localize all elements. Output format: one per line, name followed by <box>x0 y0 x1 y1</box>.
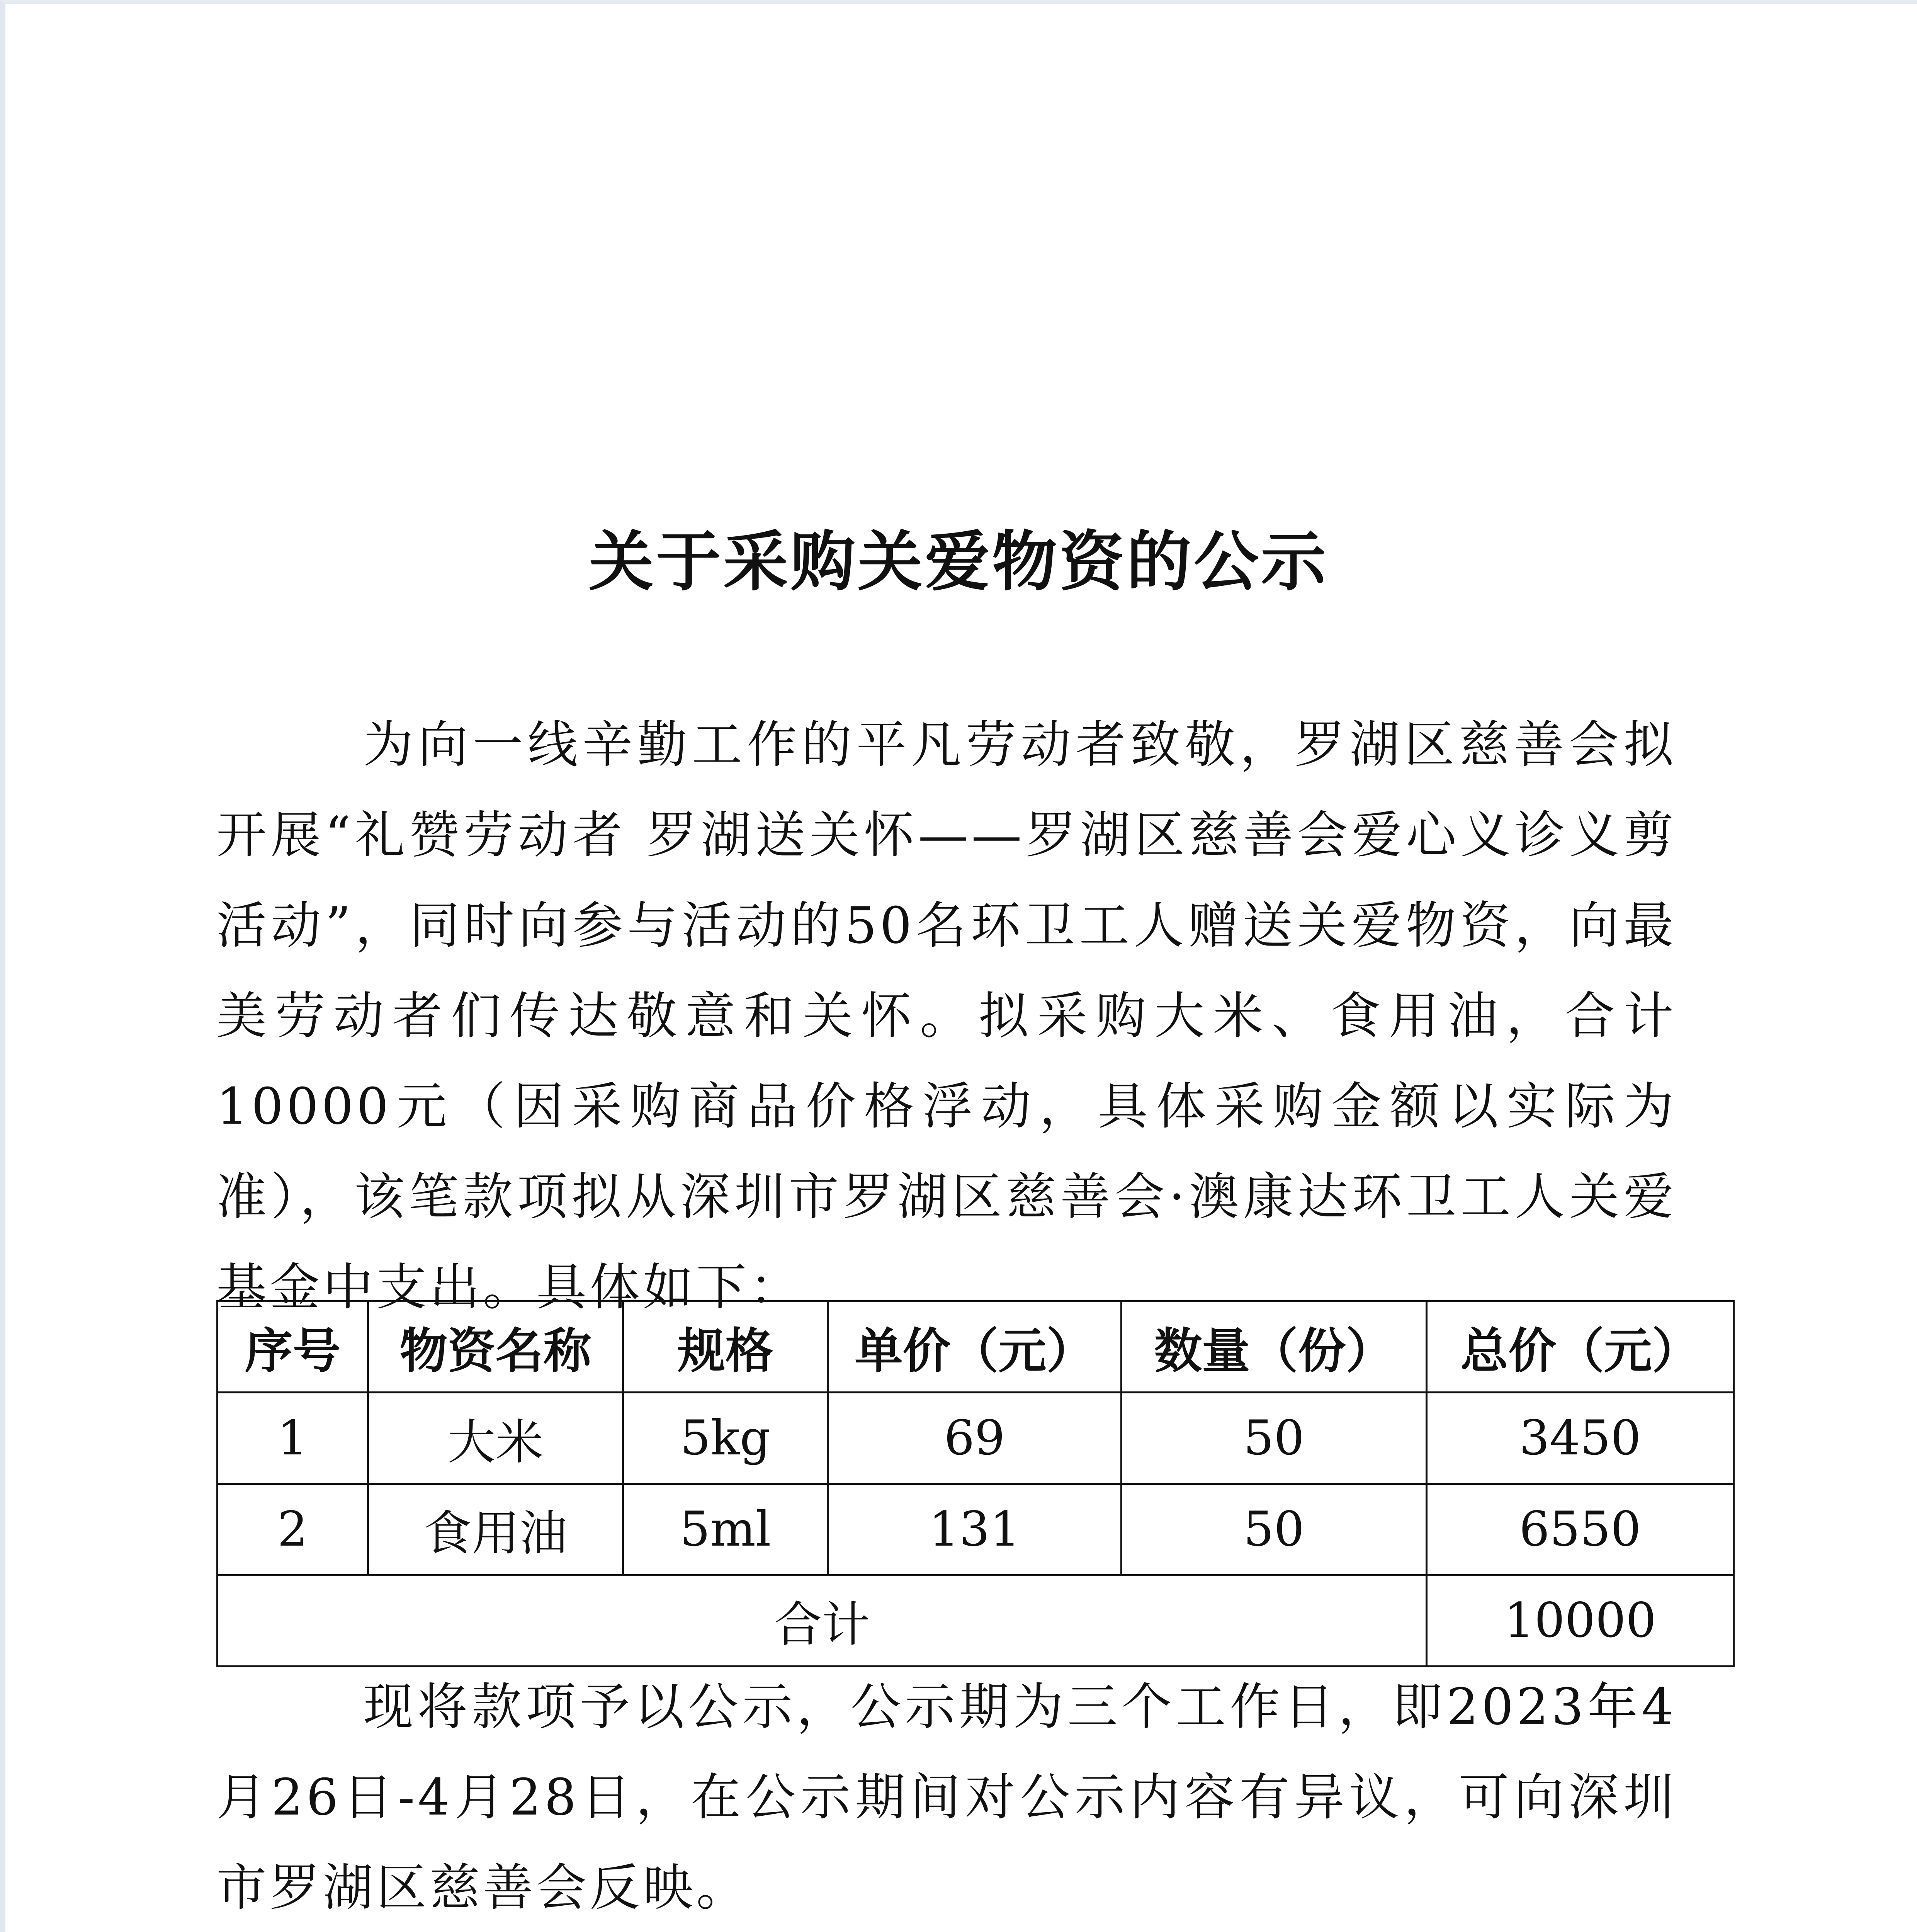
table-cell: 大米 <box>368 1393 623 1484</box>
header-cell: 总价（元） <box>1427 1301 1734 1393</box>
total-value: 10000 <box>1427 1575 1734 1666</box>
contact-line <box>498 1928 1632 1932</box>
table-cell: 131 <box>828 1484 1122 1575</box>
table-row <box>218 1484 1734 1575</box>
table-cell: 69 <box>828 1393 1122 1484</box>
header-cell: 序号 <box>218 1301 368 1393</box>
table-cell: 50 <box>1122 1393 1427 1484</box>
table-cell: 1 <box>218 1393 368 1484</box>
table-cell: 2 <box>218 1484 368 1575</box>
page-title: 关于采购关爱物资的公示 <box>589 523 1328 600</box>
header-cell: 数量（份） <box>1122 1301 1427 1393</box>
header-cell: 单价（元） <box>828 1301 1122 1393</box>
table-header-row <box>218 1301 1734 1393</box>
table-cell: 3450 <box>1427 1393 1734 1484</box>
table-row <box>218 1393 1734 1484</box>
table-cell: 50 <box>1122 1484 1427 1575</box>
table-cell: 5ml <box>623 1484 828 1575</box>
header-cell: 规格 <box>623 1301 828 1393</box>
table-total-row <box>218 1575 1734 1666</box>
table-cell: 5kg <box>623 1393 828 1484</box>
table-cell: 6550 <box>1427 1484 1734 1575</box>
table-cell: 食用油 <box>368 1484 623 1575</box>
total-label: 合计 <box>218 1575 1427 1666</box>
goods-table <box>216 1300 1735 1667</box>
intro-paragraph: 为向一线辛勤工作的平凡劳动者致敬，罗湖区慈善会拟开展“礼赞劳动者 罗湖送关怀——罗湖区慈善会爱心义诊义剪活动”，同时向参与活动的50名环卫工人赠送关爱物资，向最美劳动者们传达敬意和关怀。拟采购大米、食用油，合计10000元（因采购商品价格浮动，具体采购金额以实际为准），该笔款项拟从深圳市罗湖区慈善会·澳康达环卫工人关爱基金中支出。具体如下： <box>216 715 1677 1316</box>
header-cell: 物资名称 <box>368 1301 623 1393</box>
notice-paragraph: 现将款项予以公示，公示期为三个工作日，即2023年4月26日-4月28日，在公示期间对公示内容有异议，可向深圳市罗湖区慈善会反映。 <box>216 1677 1677 1917</box>
